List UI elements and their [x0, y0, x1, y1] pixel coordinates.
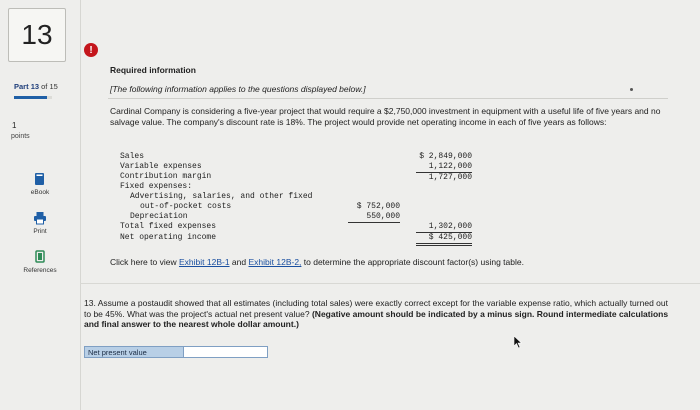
npv-label: Net present value [84, 346, 184, 358]
question-instructions: (Negative amount should be indicated by a minus sign. Round intermediate calculations and final answer to the nearest whole dollar amount.) [84, 308, 669, 329]
print-button[interactable] [8, 211, 72, 235]
printer-icon [33, 211, 47, 225]
advertising-label-line2: out-of-pocket costs [140, 202, 232, 211]
part-indicator [14, 82, 58, 91]
problem-description: Cardinal Company is considering a five-year project that would require a $2,750,000 investment in equipment with a useful life of five years and no salvage value. The company's discount rate is 18%. The project would provide net operating income in each of five years as follows: [110, 106, 661, 127]
exhibits-line [110, 257, 524, 267]
variable-expenses-value: 1,122,000 [416, 162, 472, 173]
exhibit-12b-1-link[interactable]: Exhibit 12B-1 [178, 257, 230, 267]
exhibits-and: and [231, 257, 247, 267]
contribution-margin-value: 1,727,000 [428, 173, 472, 182]
required-info-title: Required information [110, 65, 196, 75]
net-operating-income-value: $ 425,000 [416, 233, 472, 246]
advertising-value: $ 752,000 [356, 202, 400, 211]
references-icon [33, 250, 47, 264]
exhibit-12b-2-link[interactable]: Exhibit 12B-2, [248, 257, 302, 267]
section-divider [80, 283, 700, 284]
sales-value: $ 2,849,000 [419, 152, 472, 161]
advertising-label-line1: Advertising, salaries, and other fixed [130, 192, 313, 201]
part-current: 13 [30, 82, 40, 91]
total-fixed-label: Total fixed expenses [120, 222, 217, 231]
total-fixed-value: 1,302,000 [416, 222, 472, 233]
net-operating-income-label: Net operating income [120, 233, 217, 242]
sales-label: Sales [120, 152, 145, 161]
mouse-cursor-icon [514, 336, 522, 348]
references-label: References [23, 267, 57, 274]
npv-input[interactable] [184, 346, 268, 358]
exhibits-prefix: Click here to view [110, 257, 177, 267]
part-progress-fill [14, 96, 47, 99]
points-value: 1 [12, 121, 17, 130]
part-suffix: of 15 [41, 82, 58, 91]
alert-icon: ! [84, 43, 98, 57]
question-text [84, 298, 674, 330]
ebook-button[interactable] [8, 172, 72, 196]
question-number: 13 [8, 8, 66, 62]
part-prefix: Part [14, 82, 29, 91]
ebook-label: eBook [30, 189, 50, 196]
required-info-note: [The following information applies to the questions displayed below.] [110, 84, 366, 94]
references-button[interactable] [8, 250, 72, 274]
decorative-dot [630, 88, 633, 91]
part-progress-bar [14, 96, 52, 99]
question-body: 13. Assume a postaudit showed that all estimates (including total sales) were exactly correct except for the variable expense ratio, which actually turned out to be 45%. What was the project's actual net present value? [84, 298, 668, 319]
fixed-expenses-label: Fixed expenses: [120, 182, 193, 191]
points-label: points [11, 133, 30, 140]
sidebar [0, 0, 81, 410]
depreciation-label: Depreciation [130, 212, 188, 221]
variable-expenses-label: Variable expenses [120, 162, 202, 171]
depreciation-value: 550,000 [348, 212, 400, 223]
divider [108, 98, 668, 99]
contribution-margin-label: Contribution margin [120, 172, 212, 181]
exhibits-suffix: to determine the appropriate discount factor(s) using table. [303, 257, 524, 267]
book-icon [33, 172, 47, 186]
print-label: Print [33, 228, 47, 235]
npv-answer-row [84, 346, 268, 358]
